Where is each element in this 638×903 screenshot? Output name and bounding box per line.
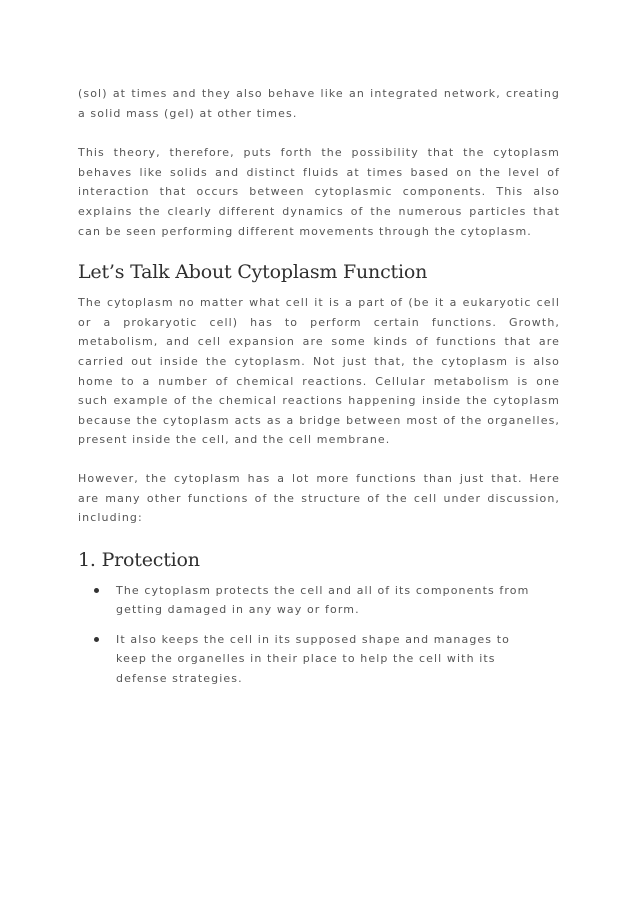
cytoplasm-function-heading: Let’s Talk About Cytoplasm Function <box>78 261 428 284</box>
bullet-text: It also keeps the cell in its supposed shape and manages to keep the organelles in their place to help the cell with its defense strategies. <box>116 632 510 686</box>
protection-heading: 1. Protection <box>78 548 200 571</box>
intro-paragraph: (sol) at times and they also behave like an integrated network, creating a solid mass (gel) at other times. <box>78 87 560 120</box>
bullet-dot-icon <box>94 588 99 593</box>
list-item <box>78 581 534 620</box>
bullet-text: The cytoplasm protects the cell and all of its components from getting damaged in any way or form. <box>116 583 530 617</box>
document-page <box>78 84 560 689</box>
bullet-dot-icon <box>94 637 99 642</box>
list-item <box>78 630 534 689</box>
protection-list <box>78 581 534 689</box>
function-paragraph: The cytoplasm no matter what cell it is a part of (be it a eukaryotic cell or a prokaryotic cell) has to perform certain functions. Growth, metabolism, and cell expansion are some kinds of functions that are carried out inside the cytoplasm. Not just that, the cytoplasm is also home to a number of chemical reactions. Cellular metabolism is one such example of the chemical reactions happening inside the cytoplasm because the cytoplasm acts as a bridge between most of the organelles, present inside the cell, and the cell membrane. <box>78 296 560 447</box>
theory-paragraph: This theory, therefore, puts forth the possibility that the cytoplasm behaves like solids and distinct fluids at times based on the level of interaction that occurs between cytoplasmic components. This also explains the clearly different dynamics of the numerous particles that can be seen performing different movements through the cytoplasm. <box>78 146 560 238</box>
functions-intro-paragraph: However, the cytoplasm has a lot more functions than just that. Here are many other functions of the structure of the cell under discussion, including: <box>78 471 560 525</box>
